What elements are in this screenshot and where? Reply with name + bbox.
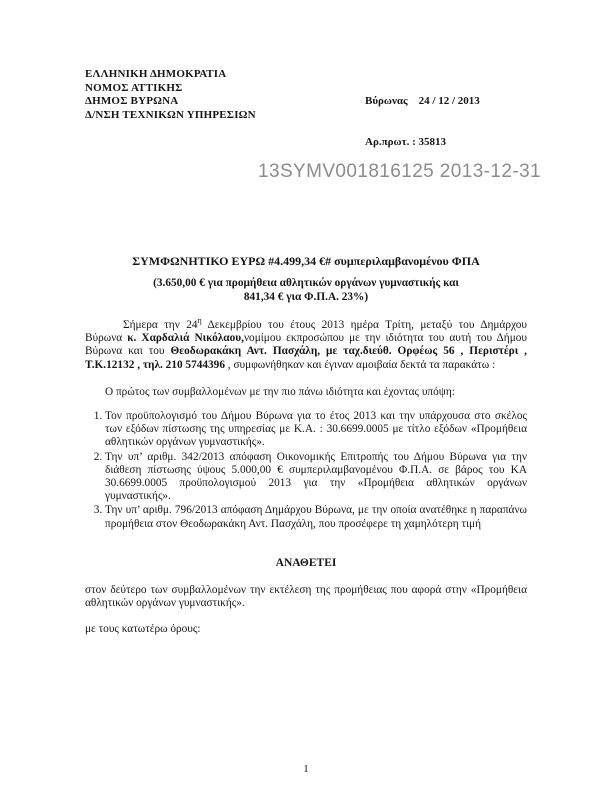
page-number: 1 [303,762,309,775]
considerations-list [85,410,527,531]
subtitle-line-net-amount: (3.650,00 € για προμήθεια αθλητικών οργάνων γυμναστικής και [153,277,459,289]
list-item-committee-decision: 2. Την υπ’ αριθμ. 342/2013 απόφαση Οικονομικής Επιτροπής του Δήμου Βύρωνα για την διάθεση πίστωσης ύψους 5.000,00 € συμπεριλαμβανομένου Φ.Π.Α. σε βάρος του ΚΑ 30.6699.0005 προϋπολογισμού 2013 για την «Προμήθεια αθλητικών οργάνων γυμναστικής». [105,451,527,504]
having-regard-line: Ο πρώτος των συμβαλλομένων με την πιο πάνω ιδιότητα και έχοντας υπόψη: [105,385,455,398]
subtitle-line-vat-amount: 841,34 € για Φ.Π.Α. 23%) [243,290,369,303]
document-header [85,68,527,148]
issuer-line-prefecture: ΝΟΜΟΣ ΑΤΤΙΚΗΣ [85,81,183,94]
protocol-number-line: Αρ.πρωτ. : 35813 [365,135,447,148]
list-item-budget: 1. Τον προϋπολογισμό του Δήμου Βύρωνα για το έτος 2013 και την υπάρχουσα στο σκέλος των εξόδων πίστωσης της υπηρεσίας με Κ.Α. : 30.6699.0005 με τίτλο εξόδων «Προμήθεια αθλητικών οργάνων γυμναστικής». [105,410,527,450]
contract-subtitle [85,277,527,304]
contract-title: ΣΥΜΦΩΝΗΤΙΚΟ ΕΥΡΩ #4.499,34 €# συμπεριλαμβανομένου ΦΠΑ [132,254,480,268]
issuer-line-republic: ΕΛΛΗΝΙΚΗ ΔΗΜΟΚΡΑΤΙΑ [85,68,227,80]
terms-line: με τους κατωτέρω όρους: [85,623,201,636]
issuer-line-directorate: Δ/ΝΣΗ ΤΕΧΝΙΚΩΝ ΥΠΗΡΕΣΙΩΝ [85,108,256,121]
issuer-line-municipality: ΔΗΜΟΣ ΒΥΡΩΝΑ [85,95,179,107]
date-protocol-block [365,68,480,176]
list-item-mayor-decision: 3. Την υπ’ αριθμ. 796/2013 απόφαση Δημάρχου Βύρωνα, με την οποία ανατέθηκε η παραπάνω προμήθεια στον Θεοδωρακάκη Αντ. Πασχάλη, που προσέφερε τη χαμηλότερη τιμή [105,504,527,530]
award-paragraph: στον δεύτερο των συμβαλλομένων την εκτέλεση της προμήθειας που αφορά στην «Προμήθεια αθλητικών οργάνων γυμναστικής». [85,584,527,610]
date-line: Βύρωνας 24 / 12 / 2013 [365,95,480,107]
intro-paragraph: Σήμερα την $24^\eta$ Δεκεμβρίου του έτους 2013 ημέρα Τρίτη, μεταξύ του Δημάρχου Βύρωνα κ. Χαρδαλιά Νικόλαου,νομίμου εκπροσώπου με την ιδιότητα του αυτή του Δήμου Βύρωνα και του Θεοδωρακάκη Αντ. Πασχάλη, με ταχ.διεύθ. Ορφέως 56 , Περιστέρι , Τ.Κ.12132 , τηλ. 210 5744396 , συμφωνήθηκαν και έγιναν αμοιβαία δεκτά τα παρακάτω : [85,316,527,371]
registry-stamp-text: 13SYMV001816125 2013-12-31 [258,161,541,182]
award-heading: ΑΝΑΘΕΤΕΙ [275,556,337,569]
